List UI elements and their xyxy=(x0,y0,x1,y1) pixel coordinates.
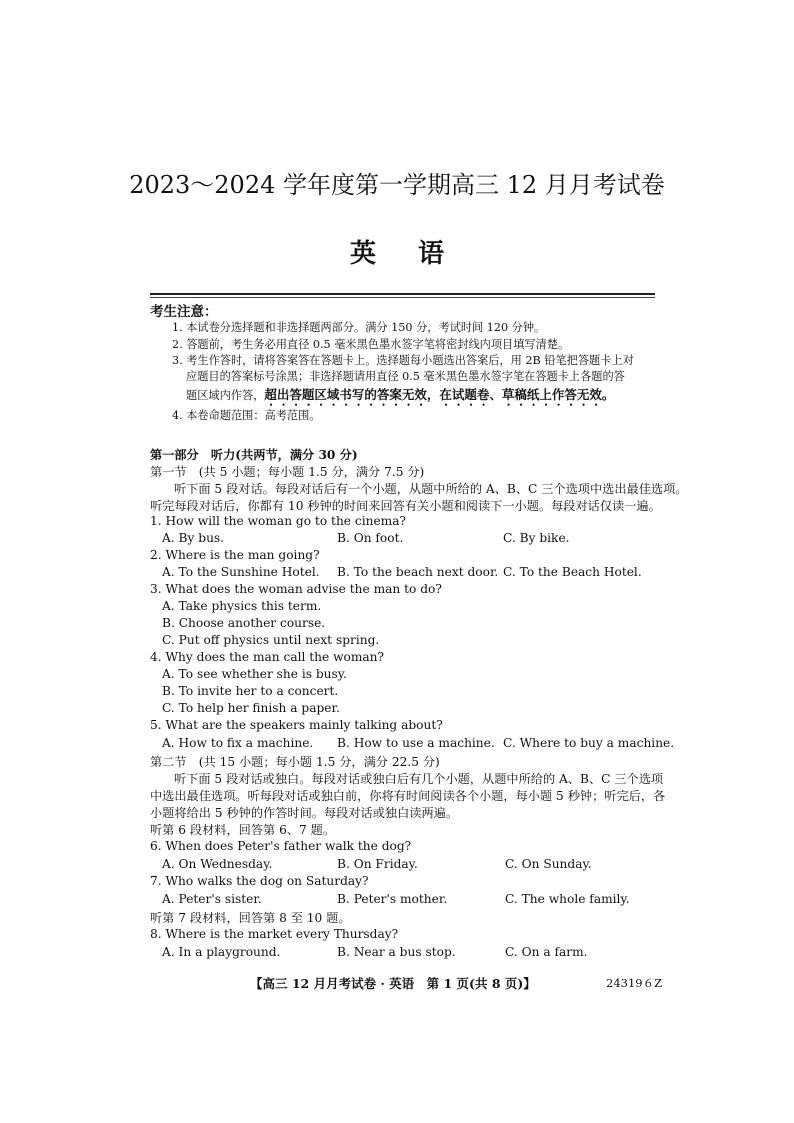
section1-instruction-2: 听完每段对话后，你都有 10 秒钟的时间来回答有关小题和阅读下一小题。每段对话仅读一遍。 xyxy=(150,499,661,513)
section1-heading: 第一节 (共 5 小题；每小题 1.5 分，满分 7.5 分) xyxy=(150,465,425,479)
question-stem: 1. How will the woman go to the cinema? xyxy=(150,514,407,528)
notice-item-2: 2. 答题前，考生务必用直径 0.5 毫米黑色墨水签字笔将密封线内项目填写清楚。 xyxy=(172,338,570,351)
divider-rule xyxy=(150,293,655,295)
option-a: A. Take physics this term. xyxy=(162,599,322,613)
subject-title: 英语 xyxy=(349,239,486,269)
option-c: C. By bike. xyxy=(503,531,570,545)
option-c: C. Put off physics until next spring. xyxy=(162,633,380,647)
section2-instruction-3: 小题将给出 5 秒钟的作答时间。每段对话或独白读两遍。 xyxy=(150,806,459,820)
section1-instruction-1: 听下面 5 段对话。每段对话后有一个小题，从题中所给的 A、B、C 三个选项中选出最佳选项。 xyxy=(174,482,688,496)
option-b: B. On Friday. xyxy=(337,857,418,871)
option-a: A. By bus. xyxy=(162,531,225,545)
option-a: A. Peter's sister. xyxy=(162,892,262,906)
option-a: A. In a playground. xyxy=(162,945,281,959)
page-footer: 【高三 12 月月考试卷 · 英语 第 1 页(共 8 页)】 xyxy=(250,976,536,991)
notice-item-1: 1. 本试卷分选择题和非选择题两部分。满分 150 分，考试时间 120 分钟。 xyxy=(172,321,546,334)
option-a: A. On Wednesday. xyxy=(162,857,273,871)
option-c: C. To help her finish a paper. xyxy=(162,701,340,715)
option-b: B. To invite her to a concert. xyxy=(162,684,339,698)
option-a: A. How to fix a machine. xyxy=(162,736,314,750)
question-stem: 7. Who walks the dog on Saturday? xyxy=(150,874,369,888)
option-c: C. On a farm. xyxy=(505,945,588,959)
option-a: A. To the Sunshine Hotel. xyxy=(162,565,320,579)
notice-emphasis: 超出答题区域书写的答案无效，在试题卷、草稿纸上作答无效。 xyxy=(264,387,615,402)
question-stem: 3. What does the woman advise the man to do? xyxy=(150,582,442,596)
exam-title: 2023～2024 学年度第一学期高三 12 月月考试卷 xyxy=(129,171,665,199)
question-stem: 8. Where is the market every Thursday? xyxy=(150,927,399,941)
option-b: B. How to use a machine. xyxy=(337,736,495,750)
notice-item-3-end-text: 题区域内作答， xyxy=(186,389,265,402)
question-stem: 4. Why does the man call the woman? xyxy=(150,650,385,664)
option-a: A. To see whether she is busy. xyxy=(162,667,347,681)
option-c: C. To the Beach Hotel. xyxy=(503,565,642,579)
option-b: B. On foot. xyxy=(337,531,404,545)
question-stem: 5. What are the speakers mainly talking about? xyxy=(150,718,443,732)
option-b: B. To the beach next door. xyxy=(337,565,499,579)
section2-instruction-2: 中选出最佳选项。听每段对话或独白前，你将有时间阅读各个小题，每小题 5 秒钟；听完后，各 xyxy=(150,789,666,803)
notice-item-3-cont: 应题目的答案标号涂黑；非选择题请用直径 0.5 毫米黑色墨水签字笔在答题卡上各题的答 xyxy=(186,370,625,383)
material-6-heading: 听第 6 段材料，回答第 6、7 题。 xyxy=(150,823,336,837)
option-c: C. Where to buy a machine. xyxy=(503,736,675,750)
option-c: C. On Sunday. xyxy=(505,857,592,871)
option-b: B. Near a bus stop. xyxy=(337,945,456,959)
section2-heading: 第二节 (共 15 小题；每小题 1.5 分，满分 22.5 分) xyxy=(150,755,440,769)
paper-code: 24319６Z xyxy=(606,976,663,990)
question-stem: 2. Where is the man going? xyxy=(150,548,320,562)
divider-rule-thin xyxy=(150,297,655,298)
notice-item-3: 3. 考生作答时，请将答案答在答题卡上。选择题每小题选出答案后，用 2B 铅笔把答题卡上对 xyxy=(172,354,634,367)
material-7-heading: 听第 7 段材料，回答第 8 至 10 题。 xyxy=(150,911,351,925)
question-stem: 6. When does Peter's father walk the dog? xyxy=(150,839,412,853)
notice-heading: 考生注意： xyxy=(150,304,218,320)
notice-item-3-end xyxy=(186,384,614,409)
option-b: B. Choose another course. xyxy=(162,616,326,630)
notice-item-4: 4. 本卷命题范围：高考范围。 xyxy=(172,409,321,422)
section2-instruction-1: 听下面 5 段对话或独白。每段对话或独白后有几个小题，从题中所给的 A、B、C 三个选项 xyxy=(174,772,664,786)
option-c: C. The whole family. xyxy=(505,892,630,906)
option-b: B. Peter's mother. xyxy=(337,892,448,906)
part1-heading: 第一部分 听力(共两节，满分 30 分) xyxy=(150,448,358,462)
